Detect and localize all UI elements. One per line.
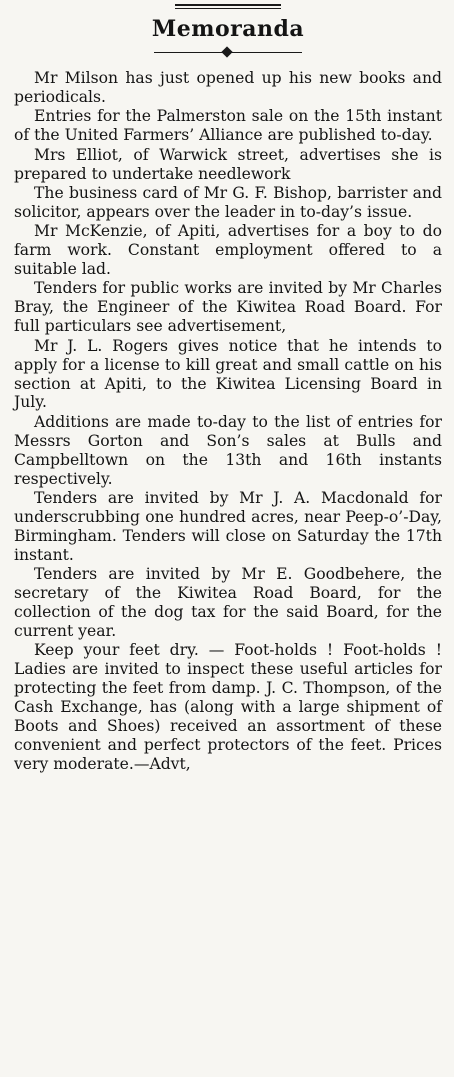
newspaper-column [0,4,454,1077]
memo-item-bishop-card: The business card of Mr G. F. Bishop, barrister and solicitor, appears over the leader in to-day’s issue. [14,183,442,221]
memo-item-dog-tax: Tenders are invited by Mr E. Goodbehere, the secretary of the Kiwitea Road Board, for the collection of the dog tax for the said Board, for the current year. [14,565,442,640]
memo-item-foot-holds-advt: Keep your feet dry. — Foot-holds ! Foot-holds ! Ladies are invited to inspect these useful articles for protecting the feet from damp. J. C. Thompson, of the Cash Exchange, has (along with a large shipment of Boots and Shoes) received an assortment of these convenient and perfect protectors of the feet. Prices very moderate.—Advt, [14,641,442,773]
memo-item-mrs-elliot: Mrs Elliot, of Warwick street, advertises she is prepared to undertake needlework [14,145,442,183]
memo-item-milson: Mr Milson has just opened up his new books and periodicals. [14,69,442,106]
top-rule [175,4,281,9]
memo-item-mckenzie: Mr McKenzie, of Apiti, advertises for a boy to do farm work. Constant employment offered to a suitable lad. [14,222,442,279]
memo-item-rogers-license: Mr J. L. Rogers gives notice that he intends to apply for a license to kill great and small cattle on his section at Apiti, to the Kiwitea Licensing Board in July. [14,336,442,412]
memo-item-palmerston-sale: Entries for the Palmerston sale on the 15th instant of the United Farmers’ Alliance are published to-day. [14,107,442,145]
ornament-divider [154,47,302,59]
memoranda-items [14,69,442,774]
memo-item-macdonald-tenders: Tenders are invited by Mr J. A. Macdonald for underscrubbing one hundred acres, near Peep-o’-Day, Birmingham. Tenders will close on Saturday the 17th instant. [14,488,442,564]
memo-item-public-works: Tenders for public works are invited by Mr Charles Bray, the Engineer of the Kiwitea Road Board. For full particulars see advertisement, [14,279,442,336]
memo-item-gorton-sales: Additions are made to-day to the list of entries for Messrs Gorton and Son’s sales at Bulls and Campbelltown on the 13th and 16th instants respectively. [14,412,442,488]
diamond-ornament-icon [221,46,232,57]
column-heading: Memoranda [151,16,305,42]
